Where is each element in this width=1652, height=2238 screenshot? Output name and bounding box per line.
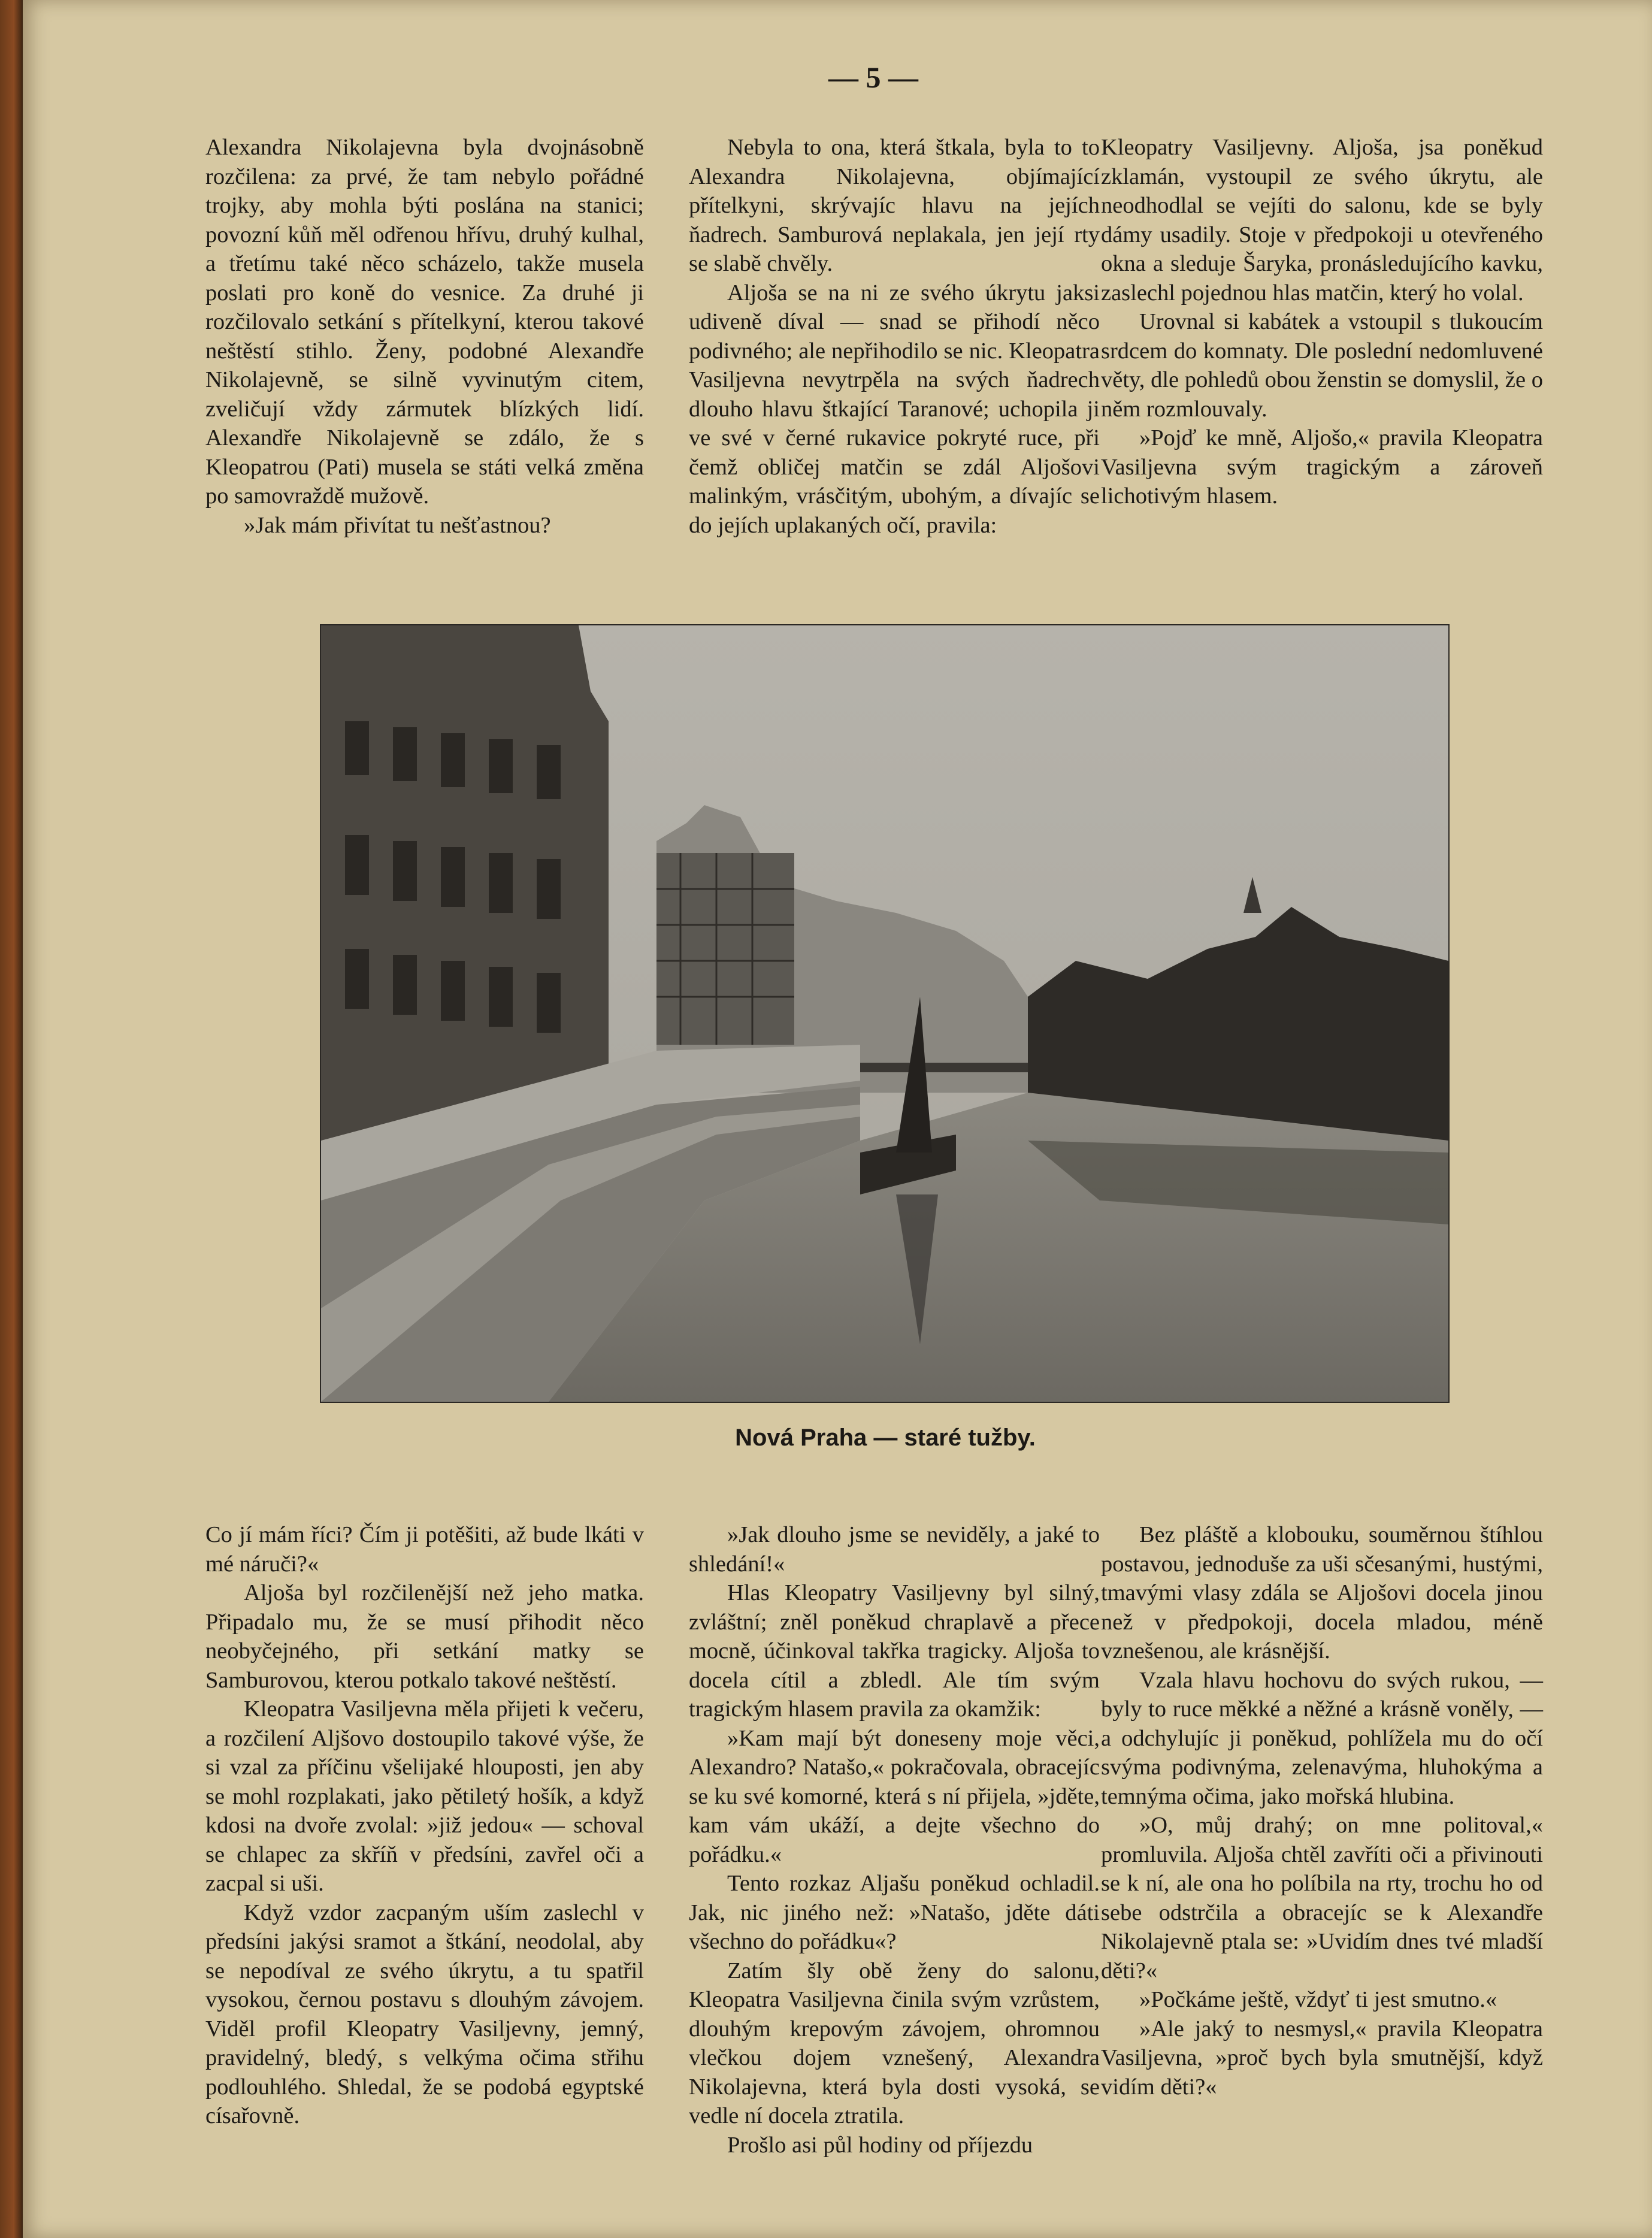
paragraph: Nebyla to ona, která štkala, byla to to Alexandra Nikolajevna, objímající přítelkyni, skrývajíc hlavu na jejích ňadrech. Samburová neplakala, jen její rty se slabě chvěly.: [689, 135, 1100, 276]
paragraph: Bez pláště a klobouku, souměrnou štíhlou postavou, jednoduše za uši sčesanými, hustými, tmavými vlasy zdála se Aljošovi docela jinou než v předpokoji, docela mladou, méně vznešenou, ale krásnější.: [1101, 1522, 1543, 1664]
top-column-3: [1101, 133, 1543, 511]
page-number: — 5 —: [828, 61, 918, 94]
paragraph: »Pojď ke mně, Aljošo,« pravila Kleopatra Vasiljevna svým tragickým a zároveň lichotivým hlasem.: [1101, 425, 1543, 509]
page: [23, 0, 1652, 2238]
photo-caption: Nová Praha — staré tužby.: [735, 1425, 1036, 1451]
paragraph: Co jí mám říci? Čím ji potěšiti, až bude lkáti v mé náruči?«: [205, 1522, 644, 1577]
paragraph: Kleopatra Vasiljevna měla přijeti k večeru, a rozčilení Aljšovo dostoupilo takové výše, že si vzal za příčinu všelijaké hlouposti, jen aby se mohl rozplakati, jako pětiletý hošík, a když kdosi na dvoře zvolal: »již jedou« — schoval se chlapec za skříň v předsíni, zavřel oči a zacpal si uši.: [205, 1696, 644, 1896]
paragraph: Když vzdor zacpaným uším zaslechl v předsíni jakýsi sramot a štkání, neodolal, aby se nepodíval ze svého úkrytu, a tu spatřil vysokou, černou postavu s dlouhým závojem. Viděl profil Kleopatry Vasiljevny, jemný, pravidelný, bledý, s velkýma očima střihu podlouhlého. Shledal, že se podobá egyptské císařovně.: [205, 1900, 644, 2128]
top-column-1: [205, 133, 644, 540]
paragraph: Zatím šly obě ženy do salonu, Kleopatra Vasiljevna činila svým vzrůstem, dlouhým krepovým závojem, ohromnou vlečkou dojem vznešený, Alexandra Nikolajevna, která byla dosti vysoká, se vedle ní docela ztratila.: [689, 1958, 1100, 2128]
paragraph: Prošlo asi půl hodiny od příjezdu: [727, 2132, 1033, 2158]
distant-bridge: [860, 1063, 1028, 1072]
top-column-2: [689, 133, 1100, 540]
bottom-column-2: [689, 1520, 1100, 2160]
paragraph: Vzala hlavu hochovu do svých rukou, — byly to ruce měkké a něžné a krásně voněly, — a odchylujíc ji poněkud, pohlížela mu do očí svýma podivnýma, zelenavýma, hluhokýma a temnýma očima, jako mořská hlubina.: [1101, 1667, 1543, 1809]
paragraph: Tento rozkaz Aljašu poněkud ochladil. Jak, nic jiného než: »Natašo, jděte dáti všechno do pořádku«?: [689, 1871, 1100, 1954]
bottom-column-1: [205, 1520, 644, 2131]
paragraph: »Počkáme ještě, vždyť ti jest smutno.«: [1139, 1987, 1497, 2012]
book-spine: [0, 0, 23, 2238]
paragraph: Kleopatry Vasiljevny. Aljoša, jsa poněkud zklamán, vystoupil ze svého úkrytu, ale neodhodlal se vejíti do salonu, kde se byly dámy usadily. Stoje v předpokoji u otevřeného okna a sleduje Šaryka, pronásledujícího kavku, zaslechl pojednou hlas matčin, který ho volal.: [1101, 135, 1543, 306]
paragraph: Hlas Kleopatry Vasiljevny byl silný, zvláštní; zněl poněkud chraplavě a přece mocně, účinkoval takřka tragicky. Aljoša to docela cítil a zbledl. Ale tím svým tragickým hlasem pravila za okamžik:: [689, 1580, 1100, 1722]
bottom-column-3: [1101, 1520, 1543, 2101]
paragraph: »Ale jaký to nesmysl,« pravila Kleopatra Vasiljevna, »proč bych byla smutnější, když vidím děti?«: [1101, 2016, 1543, 2100]
paragraph: »Kam mají být doneseny moje věci, Alexandro? Natašo,« pokračovala, obracejíc se ku své komorné, která s ní přijela, »jděte, kam vám ukáží, a dejte všechno do pořádku.«: [689, 1725, 1100, 1867]
paragraph: Aljoša se na ni ze svého úkrytu jaksi udiveně díval — snad se přihodí něco podivného; ale nepřihodilo se nic. Kleopatra Vasiljevna nevytrpěla na svých ňadrech dlouho hlavu štkající Taranové; uchopila ji ve své v černé rukavice pokryté ruce, při čemž obličej matčin se zdál Aljošovi malinkým, vrásčitým, ubohým, a dívajíc se do jejích uplakaných očí, pravila:: [689, 280, 1100, 538]
paragraph: »Jak mám přivítat tu nešťastnou?: [244, 512, 551, 538]
photo-illustration: [321, 625, 1448, 1402]
paragraph: Urovnal si kabátek a vstoupil s tlukoucím srdcem do komnaty. Dle poslední nedomluvené věty, dle pohledů obou ženstin se domyslil, že o něm rozmlouvaly.: [1101, 309, 1543, 422]
paragraph: »O, můj drahý; on mne politoval,« promluvila. Aljoša chtěl zavříti oči a přivinouti se k ní, ale ona ho políbila na rty, trochu ho od sebe odstrčila a obracejíc se k Alexandře Nikolajevně ptala se: »Uvidím dnes tvé mladší děti?«: [1101, 1813, 1543, 1983]
photograph-prague-riverbank: [321, 625, 1448, 1402]
scaffolding: [656, 853, 794, 1045]
paragraph: Aljoša byl rozčilenější než jeho matka. Připadalo mu, že se musí přihodit něco neobyčejného, při setkání matky se Samburovou, kterou potkalo takové neštěstí.: [205, 1580, 644, 1693]
paragraph: »Jak dlouho jsme se neviděly, a jaké to shledání!«: [689, 1522, 1100, 1577]
paragraph: Alexandra Nikolajevna byla dvojnásobně rozčilena: za prvé, že tam nebylo pořádné trojky, aby mohla býti poslána na stanici; povozní kůň měl odřenou hřívu, druhý kulhal, a třetímu také něco scházelo, takže musela poslati pro koně do vesnice. Za druhé ji rozčilovalo setkání s přítelkyní, kterou takové neštěstí stihlo. Ženy, podobné Alexandře Nikolajevně, se silně vyvinutým citem, zveličují vždy zármutek blízkých lidí. Alexandře Nikolajevně se zdálo, že s Kleopatrou (Pati) musela se státi velká změna po samovraždě mužově.: [205, 135, 644, 509]
